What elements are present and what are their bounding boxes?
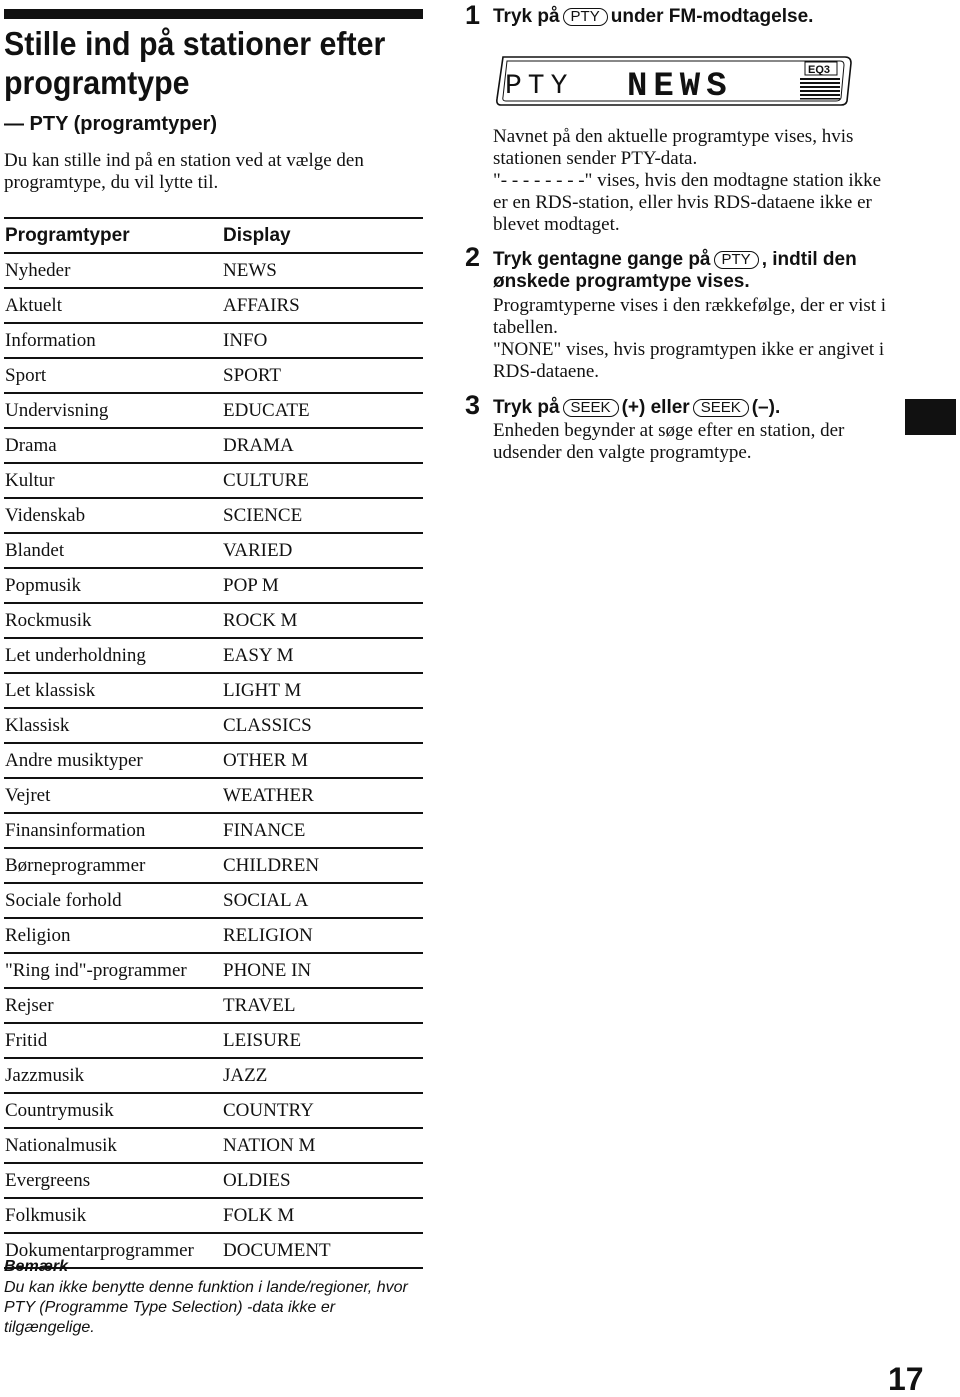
programtype-cell: Jazzmusik: [5, 1065, 85, 1086]
seek-key-icon: SEEK: [693, 399, 749, 417]
programtype-cell: Rockmusik: [5, 610, 92, 631]
display-cell: OTHER M: [223, 750, 308, 771]
table-row: [4, 744, 423, 779]
display-cell: RELIGION: [223, 925, 313, 946]
display-cell: WEATHER: [223, 785, 314, 806]
display-cell: NATION M: [223, 1135, 316, 1156]
programtype-cell: Nyheder: [5, 260, 71, 281]
step-2-body: [493, 295, 893, 383]
step-2-heading: [493, 249, 923, 293]
step-3-heading-text-b: (+) eller: [621, 397, 690, 418]
table-row: [4, 1059, 423, 1094]
step-3-body-p1: Enheden begynder at søge efter en station, der udsender den valgte programtype.: [493, 420, 845, 463]
programtype-cell: Sociale forhold: [5, 890, 122, 911]
programtype-cell: Andre musiktyper: [5, 750, 143, 771]
programtype-cell: "Ring ind"-programmer: [5, 960, 187, 981]
display-cell: LEISURE: [223, 1030, 302, 1051]
step-1-body-p1: Navnet på den aktuelle programtype vises, hvis stationen sender PTY-data.: [493, 126, 854, 169]
step-2-body-p1: Programtyperne vises i den rækkefølge, der er vist i tabellen.: [493, 295, 887, 338]
page-title: Stille ind på stationer efter programtype: [4, 25, 386, 101]
table-row: [4, 919, 423, 954]
display-cell: CHILDREN: [223, 855, 320, 876]
step-3-number: 3: [465, 390, 481, 420]
table-row: [4, 1094, 423, 1129]
display-cell: VARIED: [223, 540, 293, 561]
table-row: [4, 499, 423, 534]
table-row: [4, 464, 423, 499]
lcd-left-text: PTY: [505, 71, 574, 102]
programtype-cell: Dokumentarprogrammer: [5, 1240, 194, 1261]
table-row: [4, 569, 423, 604]
lcd-right-text: NEWS: [627, 68, 733, 106]
display-cell: EASY M: [223, 645, 294, 666]
table-row: [4, 779, 423, 814]
programtype-cell: Let klassisk: [5, 680, 96, 701]
programtype-cell: Religion: [5, 925, 71, 946]
table-row: [4, 534, 423, 569]
table-row: [4, 989, 423, 1024]
table-header-programtyper: Programtyper: [5, 225, 130, 246]
programtype-table: [4, 217, 423, 1269]
top-rule: [4, 9, 423, 19]
programtype-cell: Information: [5, 330, 96, 351]
programtype-cell: Drama: [5, 435, 57, 456]
table-row: [4, 709, 423, 744]
table-row: [4, 324, 423, 359]
programtype-cell: Evergreens: [5, 1170, 91, 1191]
pty-key-icon: PTY: [714, 251, 759, 269]
step-1-body: [493, 126, 893, 236]
display-cell: NEWS: [223, 260, 277, 281]
programtype-cell: Klassisk: [5, 715, 70, 736]
equalizer-bars-icon: [800, 78, 840, 100]
table-header-display: Display: [223, 225, 291, 246]
display-cell: TRAVEL: [223, 995, 296, 1016]
table-row: [4, 604, 423, 639]
display-cell: COUNTRY: [223, 1100, 314, 1121]
programtype-cell: Countrymusik: [5, 1100, 114, 1121]
display-cell: DOCUMENT: [223, 1240, 331, 1261]
step-3-body: [493, 420, 893, 464]
display-cell: SCIENCE: [223, 505, 303, 526]
programtype-cell: Folkmusik: [5, 1205, 87, 1226]
eq-badge-text: EQ3: [808, 64, 831, 76]
programtype-cell: Popmusik: [5, 575, 82, 596]
programtype-cell: Aktuelt: [5, 295, 62, 316]
programtype-cell: Vejret: [5, 785, 51, 806]
display-cell: LIGHT M: [223, 680, 302, 701]
programtype-cell: Finansinformation: [5, 820, 146, 841]
display-cell: CLASSICS: [223, 715, 312, 736]
table-row: [4, 1199, 423, 1234]
display-cell: CULTURE: [223, 470, 309, 491]
table-row: [4, 394, 423, 429]
display-cell: FINANCE: [223, 820, 306, 841]
pty-key-icon: PTY: [563, 8, 608, 26]
table-row: [4, 1129, 423, 1164]
step-1-heading: [493, 6, 923, 28]
step-1-heading-text-b: under FM-modtagelse.: [610, 6, 814, 27]
programtype-cell: Børneprogrammer: [5, 855, 146, 876]
display-cell: EDUCATE: [223, 400, 310, 421]
programtype-cell: Sport: [5, 365, 47, 386]
display-cell: PHONE IN: [223, 960, 312, 981]
table-row: [4, 359, 423, 394]
page-number: 17: [888, 1361, 924, 1397]
table-header-row: [4, 219, 423, 254]
programtype-cell: Rejser: [5, 995, 54, 1016]
programtype-cell: Kultur: [5, 470, 55, 491]
programtype-cell: Blandet: [5, 540, 65, 561]
step-3-heading: [493, 397, 923, 419]
display-cell: SPORT: [223, 365, 281, 386]
table-row: [4, 1024, 423, 1059]
table-row: [4, 849, 423, 884]
step-3-heading-text-c: (–).: [751, 397, 781, 418]
page-subtitle: — PTY (programtyper): [4, 113, 217, 135]
table-row: [4, 814, 423, 849]
lcd-display-illustration: [495, 55, 853, 107]
table-row: [4, 674, 423, 709]
step-1-number: 1: [465, 0, 481, 30]
programtype-cell: Fritid: [5, 1030, 48, 1051]
table-row: [4, 429, 423, 464]
table-row: [4, 1164, 423, 1199]
table-row: [4, 884, 423, 919]
step-1-heading-text-a: Tryk på: [493, 6, 560, 27]
table-row: [4, 254, 423, 289]
display-cell: SOCIAL A: [223, 890, 309, 911]
table-row: [4, 954, 423, 989]
step-2-heading-text-b: , indtil den ønskede programtype vises.: [493, 249, 857, 292]
programtype-cell: Nationalmusik: [5, 1135, 117, 1156]
note-label: Bemærk: [4, 1258, 69, 1275]
table-row: [4, 289, 423, 324]
step-2-heading-text-a: Tryk gentagne gange på: [493, 249, 711, 270]
programtype-cell: Undervisning: [5, 400, 109, 421]
section-tab-marker: [905, 399, 956, 435]
programtype-cell: Let underholdning: [5, 645, 146, 666]
intro-text: Du kan stille ind på en station ved at vælge den programtype, du vil lytte til.: [4, 150, 364, 193]
display-cell: ROCK M: [223, 610, 298, 631]
display-cell: INFO: [223, 330, 268, 351]
display-cell: FOLK M: [223, 1205, 295, 1226]
display-cell: POP M: [223, 575, 279, 596]
note-text: Du kan ikke benytte denne funktion i lande/regioner, hvor PTY (Programme Type Selection) -data ikke er tilgængelige.: [4, 1279, 408, 1336]
display-cell: OLDIES: [223, 1170, 291, 1191]
step-2-body-p2: "NONE" vises, hvis programtypen ikke er angivet i RDS-dataene.: [493, 339, 885, 382]
display-cell: AFFAIRS: [223, 295, 300, 316]
step-2-number: 2: [465, 242, 481, 272]
step-3-heading-text-a: Tryk på: [493, 397, 560, 418]
step-1-body-p2: "- - - - - - - -" vises, hvis den modtagne station ikke er en RDS-station, eller hvis RDS-dataene ikke er blevet modtaget.: [493, 170, 882, 235]
programtype-cell: Videnskab: [5, 505, 86, 526]
table-row: [4, 639, 423, 674]
seek-key-icon: SEEK: [563, 399, 619, 417]
display-cell: JAZZ: [223, 1065, 268, 1086]
display-cell: DRAMA: [223, 435, 294, 456]
